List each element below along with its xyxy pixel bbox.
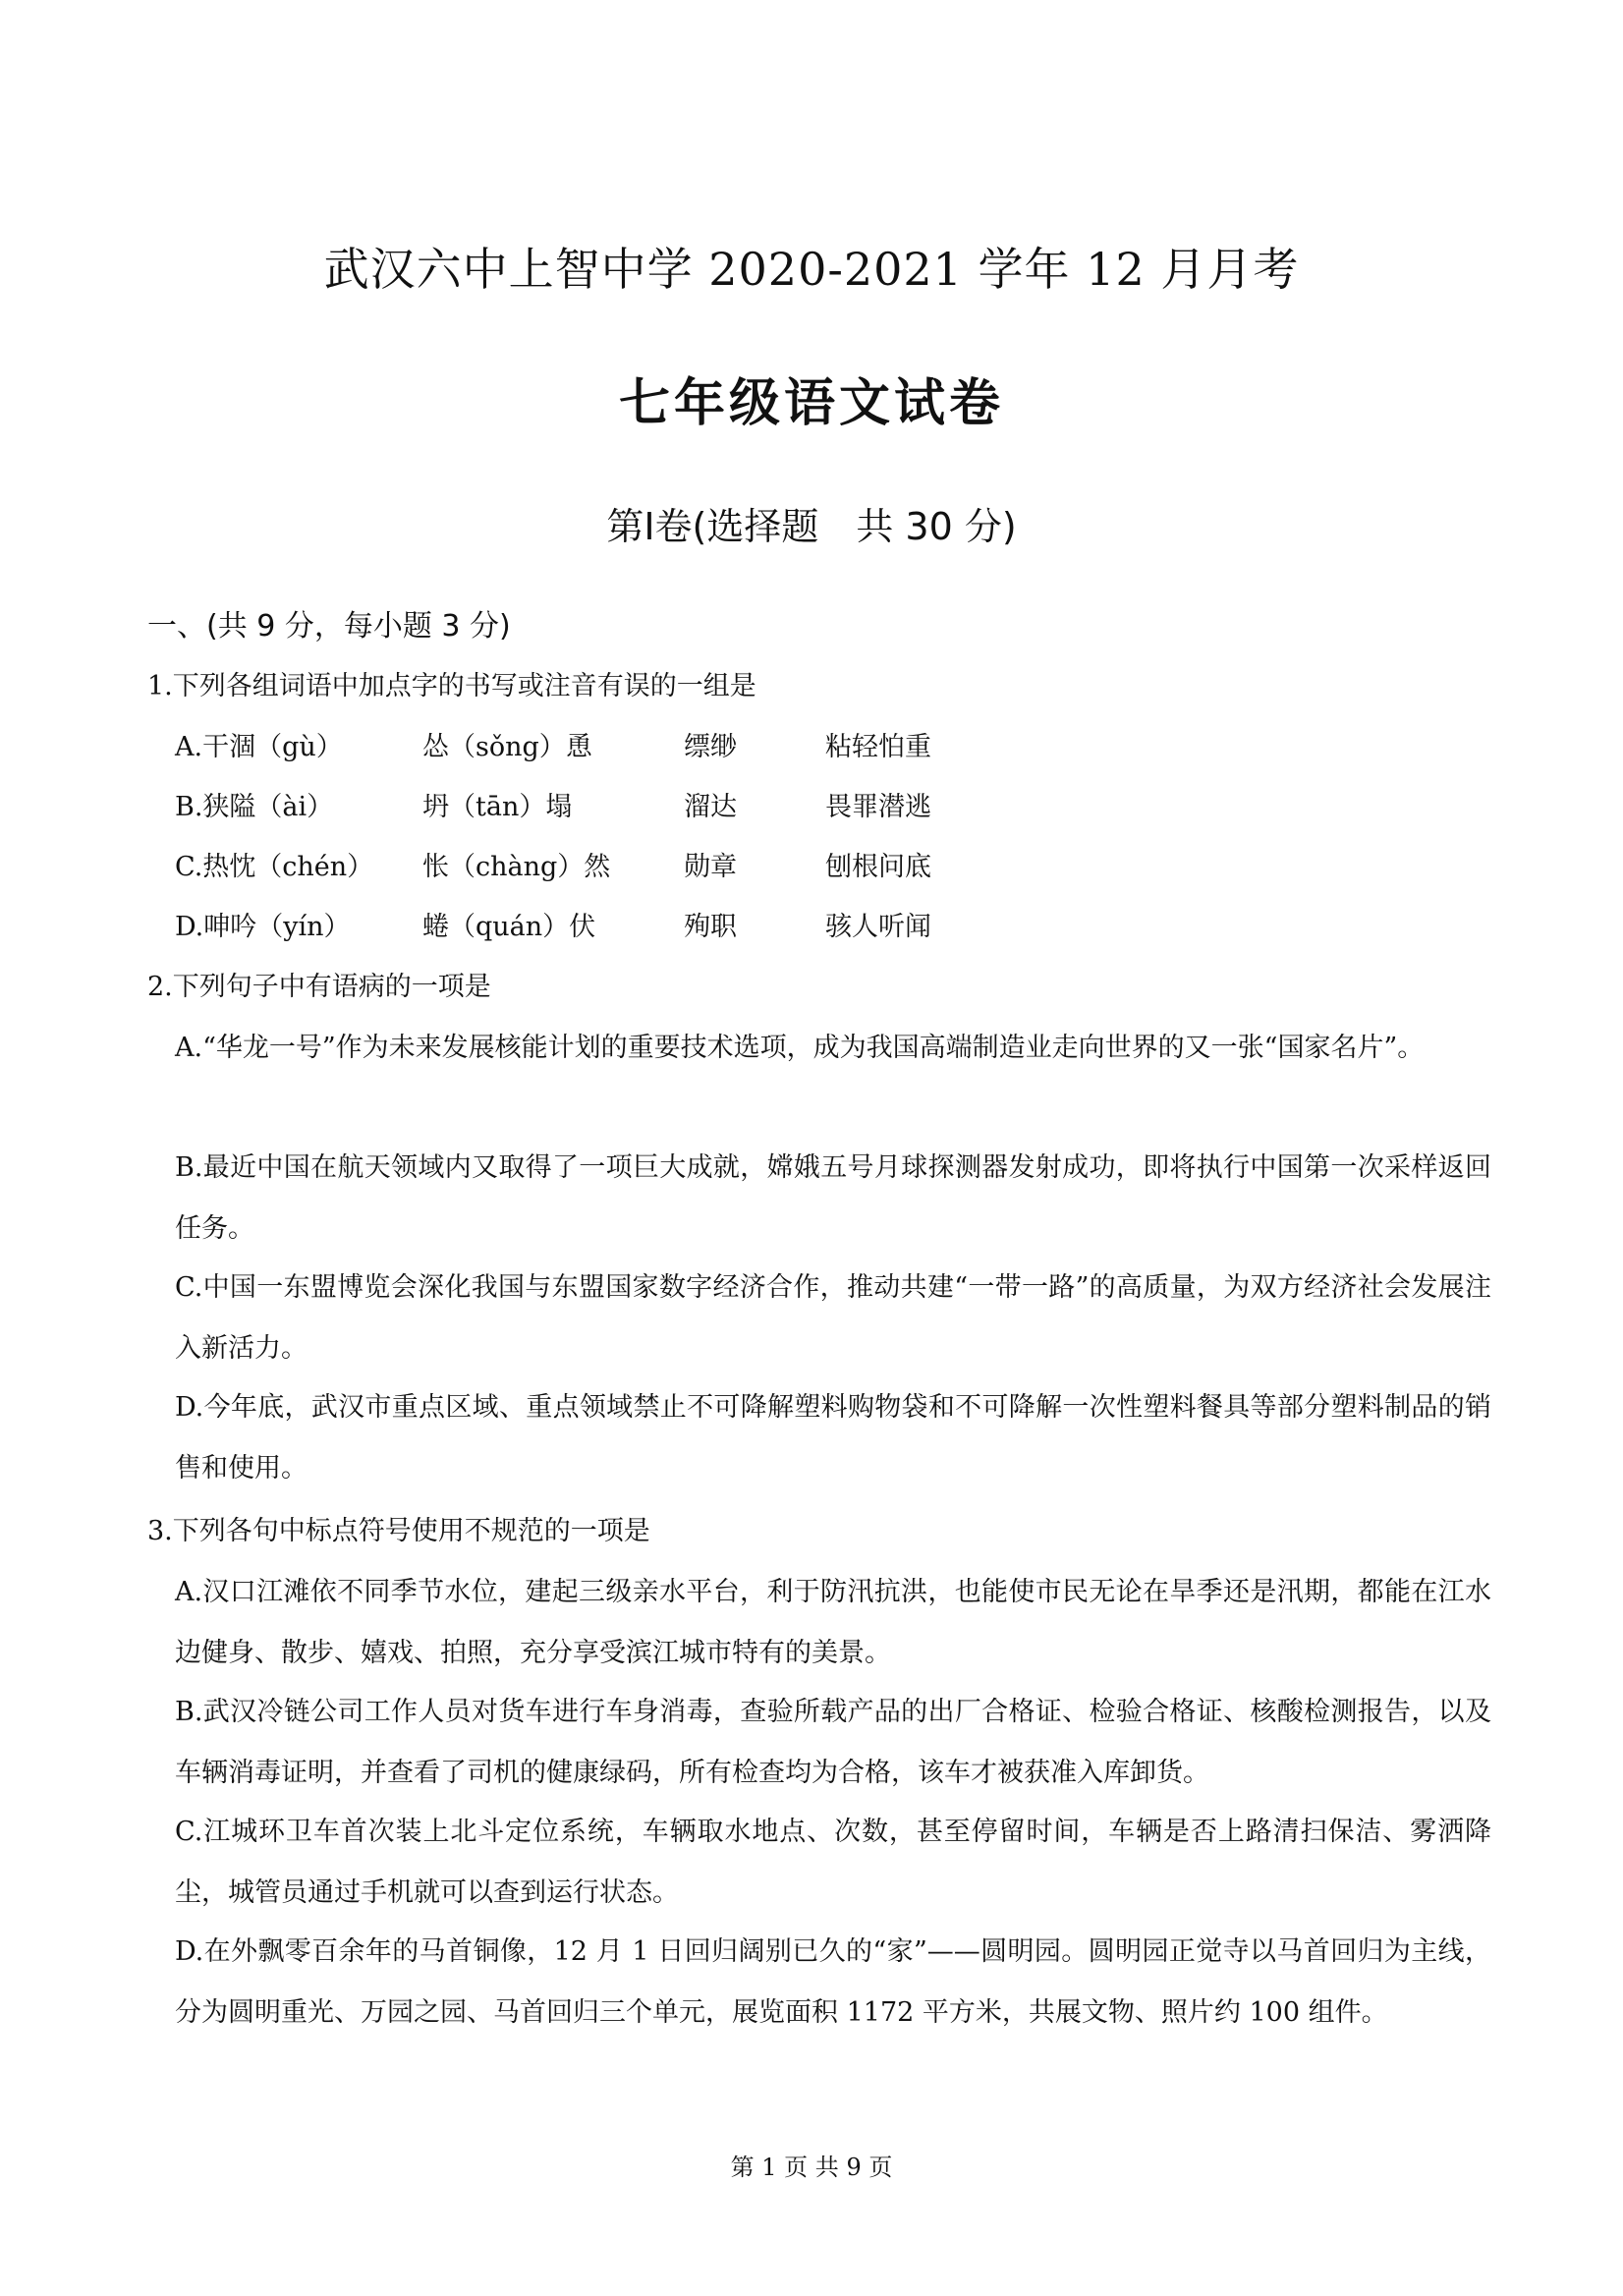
page-number: 第 1 页 共 9 页 bbox=[730, 2154, 893, 2181]
option-cell: 殉职 bbox=[684, 912, 737, 942]
option-cell: 粘轻怕重 bbox=[825, 732, 931, 762]
option-cell: 勋章 bbox=[684, 852, 737, 882]
question-3-stem: 3.下列各句中标点符号使用不规范的一项是 bbox=[147, 1516, 650, 1546]
question-2-option-d: D.今年底，武汉市重点区域、重点领域禁止不可降解塑料购物袋和不可降解一次性塑料餐具等部分塑料制品的销售和使用。 bbox=[175, 1392, 1491, 1484]
option-cell: 缥缈 bbox=[684, 732, 737, 762]
option-cell: 坍（tān）塌 bbox=[422, 792, 573, 822]
option-cell: 骇人听闻 bbox=[825, 912, 931, 942]
question-1-stem: 1.下列各组词语中加点字的书写或注音有误的一组是 bbox=[147, 671, 756, 701]
exam-title: 七年级语文试卷 bbox=[618, 374, 1004, 433]
question-2-option-c: C.中国一东盟博览会深化我国与东盟国家数字经济合作，推动共建“一带一路”的高质量，为双方经济社会发展注入新活力。 bbox=[175, 1272, 1491, 1364]
question-2-option-a: A.“华龙一号”作为未来发展核能计划的重要技术选项，成为我国高端制造业走向世界的又一张“国家名片”。 bbox=[175, 1033, 1425, 1063]
school-title: 武汉六中上智中学 2020-2021 学年 12 月月考 bbox=[323, 243, 1300, 296]
question-3-option-b: B.武汉冷链公司工作人员对货车进行车身消毒，查验所载产品的出厂合格证、检验合格证、核酸检测报告，以及车辆消毒证明，并查看了司机的健康绿码，所有检查均为合格，该车才被获准入库卸货。 bbox=[175, 1697, 1491, 1788]
part-title: 第Ⅰ卷(选择题 共 30 分) bbox=[606, 505, 1017, 548]
section-title: 一、(共 9 分，每小题 3 分) bbox=[147, 609, 511, 644]
question-3-option-c: C.江城环卫车首次装上北斗定位系统，车辆取水地点、次数，甚至停留时间，车辆是否上路清扫保洁、雾洒降尘，城管员通过手机就可以查到运行状态。 bbox=[175, 1817, 1491, 1908]
option-cell: D.呻吟（yín） bbox=[175, 912, 351, 942]
option-cell: 怂（sǒng）恿 bbox=[422, 732, 592, 762]
option-cell: B.狭隘（ài） bbox=[175, 792, 334, 822]
option-cell: A.干涸（gù） bbox=[175, 732, 343, 762]
option-cell: 怅（chàng）然 bbox=[422, 852, 611, 882]
option-cell: C.热忱（chén） bbox=[175, 852, 374, 882]
question-3-option-a: A.汉口江滩依不同季节水位，建起三级亲水平台，利于防汛抗洪，也能使市民无论在旱季还是汛期，都能在江水边健身、散步、嬉戏、拍照，充分享受滨江城市特有的美景。 bbox=[175, 1577, 1491, 1668]
option-cell: 畏罪潜逃 bbox=[825, 792, 931, 822]
question-3-option-d: D.在外飘零百余年的马首铜像，12 月 1 日回归阔别已久的“家”——圆明园。圆明园正觉寺以马首回归为主线，分为圆明重光、万园之园、马首回归三个单元，展览面积 1172 平方米，共展文物、照片约 100 组件。 bbox=[175, 1936, 1491, 2028]
question-2-option-b: B.最近中国在航天领域内又取得了一项巨大成就，嫦娥五号月球探测器发射成功，即将执行中国第一次采样返回任务。 bbox=[175, 1152, 1491, 1244]
option-cell: 溜达 bbox=[684, 792, 737, 822]
option-cell: 刨根问底 bbox=[825, 852, 931, 882]
question-2-stem: 2.下列句子中有语病的一项是 bbox=[147, 972, 491, 1002]
option-cell: 蜷（quán）伏 bbox=[422, 912, 596, 942]
